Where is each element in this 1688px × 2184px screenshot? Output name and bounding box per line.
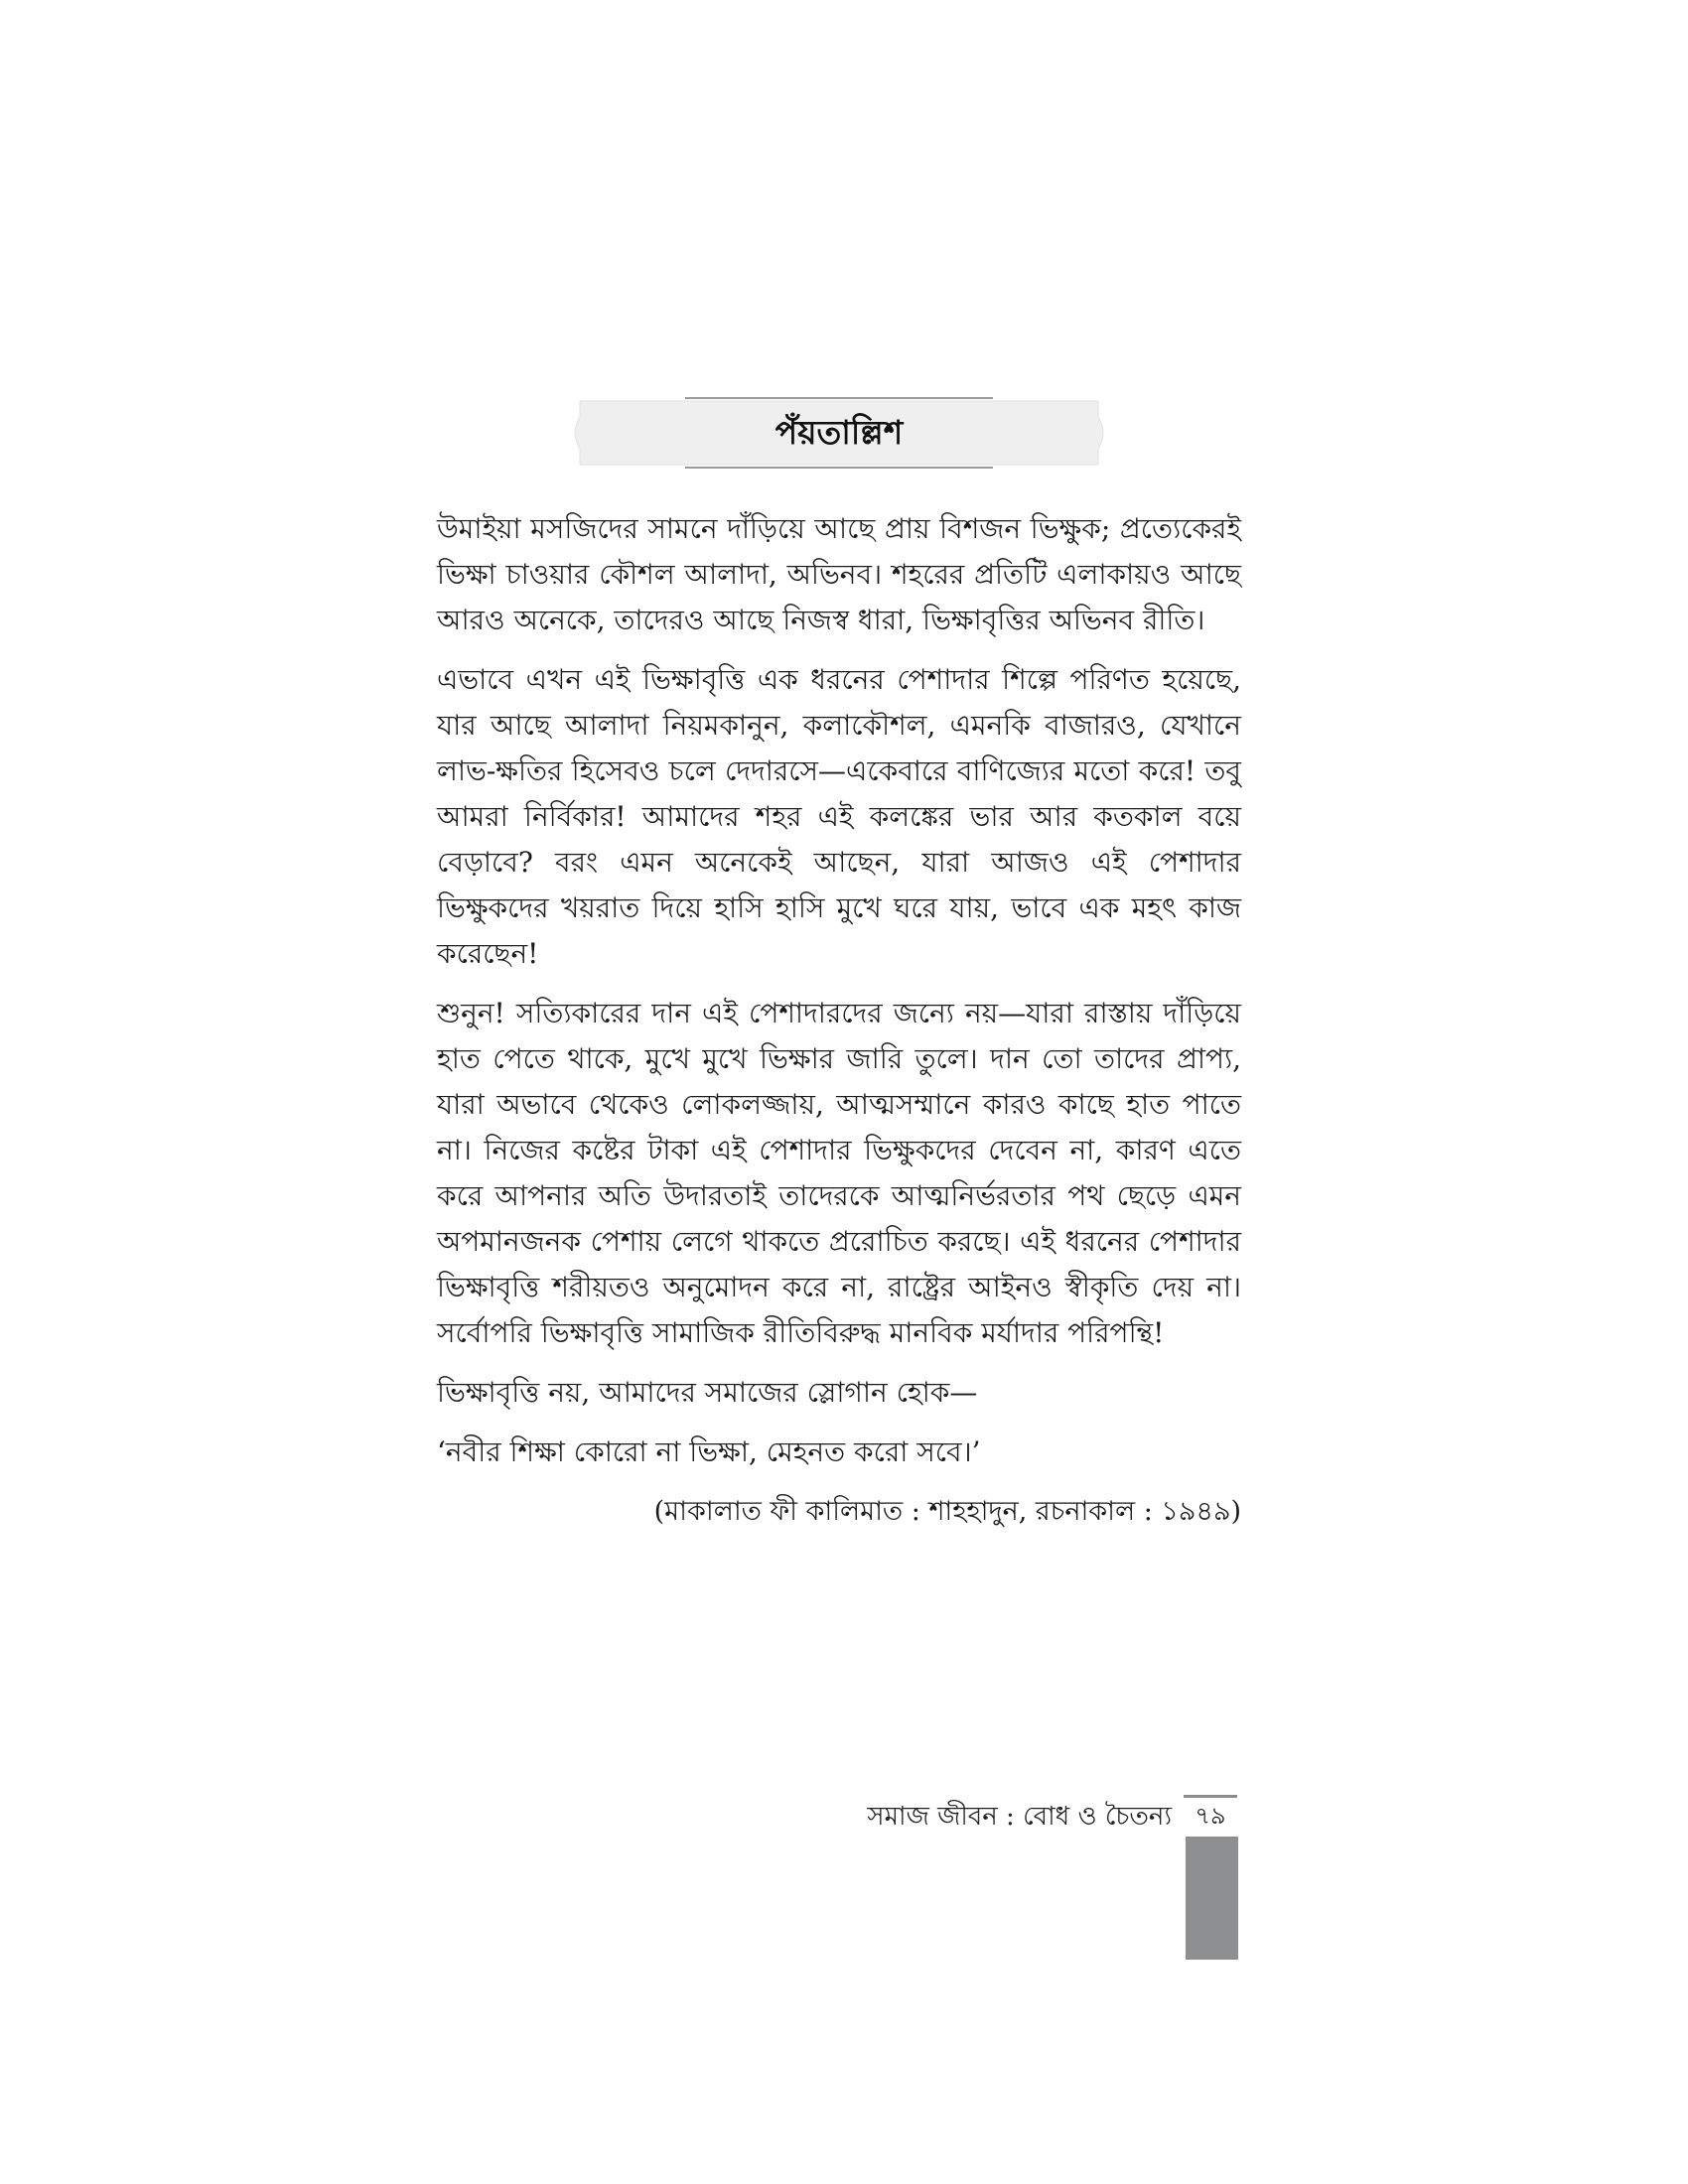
page-number: ৭৯ (1184, 1795, 1237, 1834)
paragraph-1: উমাইয়া মসজিদের সামনে দাঁড়িয়ে আছে প্রায় বিশজন ভিক্ষুক; প্রত্যেকেরই ভিক্ষা চাওয়ার কৌশল আলাদা, অভিনব। শহরের প্রতিটি এলাকায়ও আছে আরও অনেকে, তাদেরও আছে নিজস্ব ধারা, ভিক্ষাবৃত্তির অভিনব রীতি। (437, 512, 1241, 636)
chapter-title: পঁয়তাল্লিশ (774, 413, 904, 452)
body-text (437, 506, 1241, 1535)
chapter-heading-banner (566, 395, 1112, 471)
paragraph-2: এভাবে এখন এই ভিক্ষাবৃত্তি এক ধরনের পেশাদার শিল্পে পরিণত হয়েছে, যার আছে আলাদা নিয়মকানুন, কলাকৌশল, এমনকি বাজারও, যেখানে লাভ-ক্ষতির হিসেবও চলে দেদারসে—একেবারে বাণিজ্যের মতো করে! তবু আমরা নির্বিকার! আমাদের শহর এই কলঙ্কের ভার আর কতকাল বয়ে বেড়াবে? বরং এমন অনেকেই আছেন, যারা আজও এই পেশাদার ভিক্ষুকদের খয়রাত দিয়ে হাসি হাসি মুখে ঘরে যায়, ভাবে এক মহৎ কাজ করেছেন! (437, 663, 1241, 970)
running-footer-title: সমাজ জীবন : বোধ ও চৈতন্য (867, 1802, 1172, 1832)
slogan-intro: ভিক্ষাবৃত্তি নয়, আমাদের সমাজের স্লোগান হোক— (437, 1376, 978, 1409)
paragraph-3: শুনুন! সত্যিকারের দান এই পেশাদারদের জন্যে নয়—যারা রাস্তায় দাঁড়িয়ে হাত পেতে থাকে, মুখে মুখে ভিক্ষার জারি তুলে। দান তো তাদের প্রাপ্য, যারা অভাবে থেকেও লোকলজ্জায়, আত্মসম্মানে কারও কাছে হাত পাতে না। নিজের কষ্টের টাকা এই পেশাদার ভিক্ষুকদের দেবেন না, কারণ এতে করে আপনার অতি উদারতাই তাদেরকে আত্মনির্ভরতার পথ ছেড়ে এমন অপমানজনক পেশায় লেগে থাকতে প্ররোচিত করছে। এই ধরনের পেশাদার ভিক্ষাবৃত্তি শরীয়তও অনুমোদন করে না, রাষ্ট্রের আইনও স্বীকৃতি দেয় না। সর্বোপরি ভিক্ষাবৃত্তি সামাজিক রীতিবিরুদ্ধ মানবিক মর্যাদার পরিপন্থি! (437, 997, 1241, 1349)
citation: (মাকালাত ফী কালিমাত : শাহহাদুন, রচনাকাল : ১৯৪৯) (653, 1496, 1241, 1527)
footer-gray-bar (1186, 1837, 1238, 1960)
slogan-quote: ‘নবীর শিক্ষা কোরো না ভিক্ষা, মেহনত করো সবে।’ (437, 1435, 981, 1468)
